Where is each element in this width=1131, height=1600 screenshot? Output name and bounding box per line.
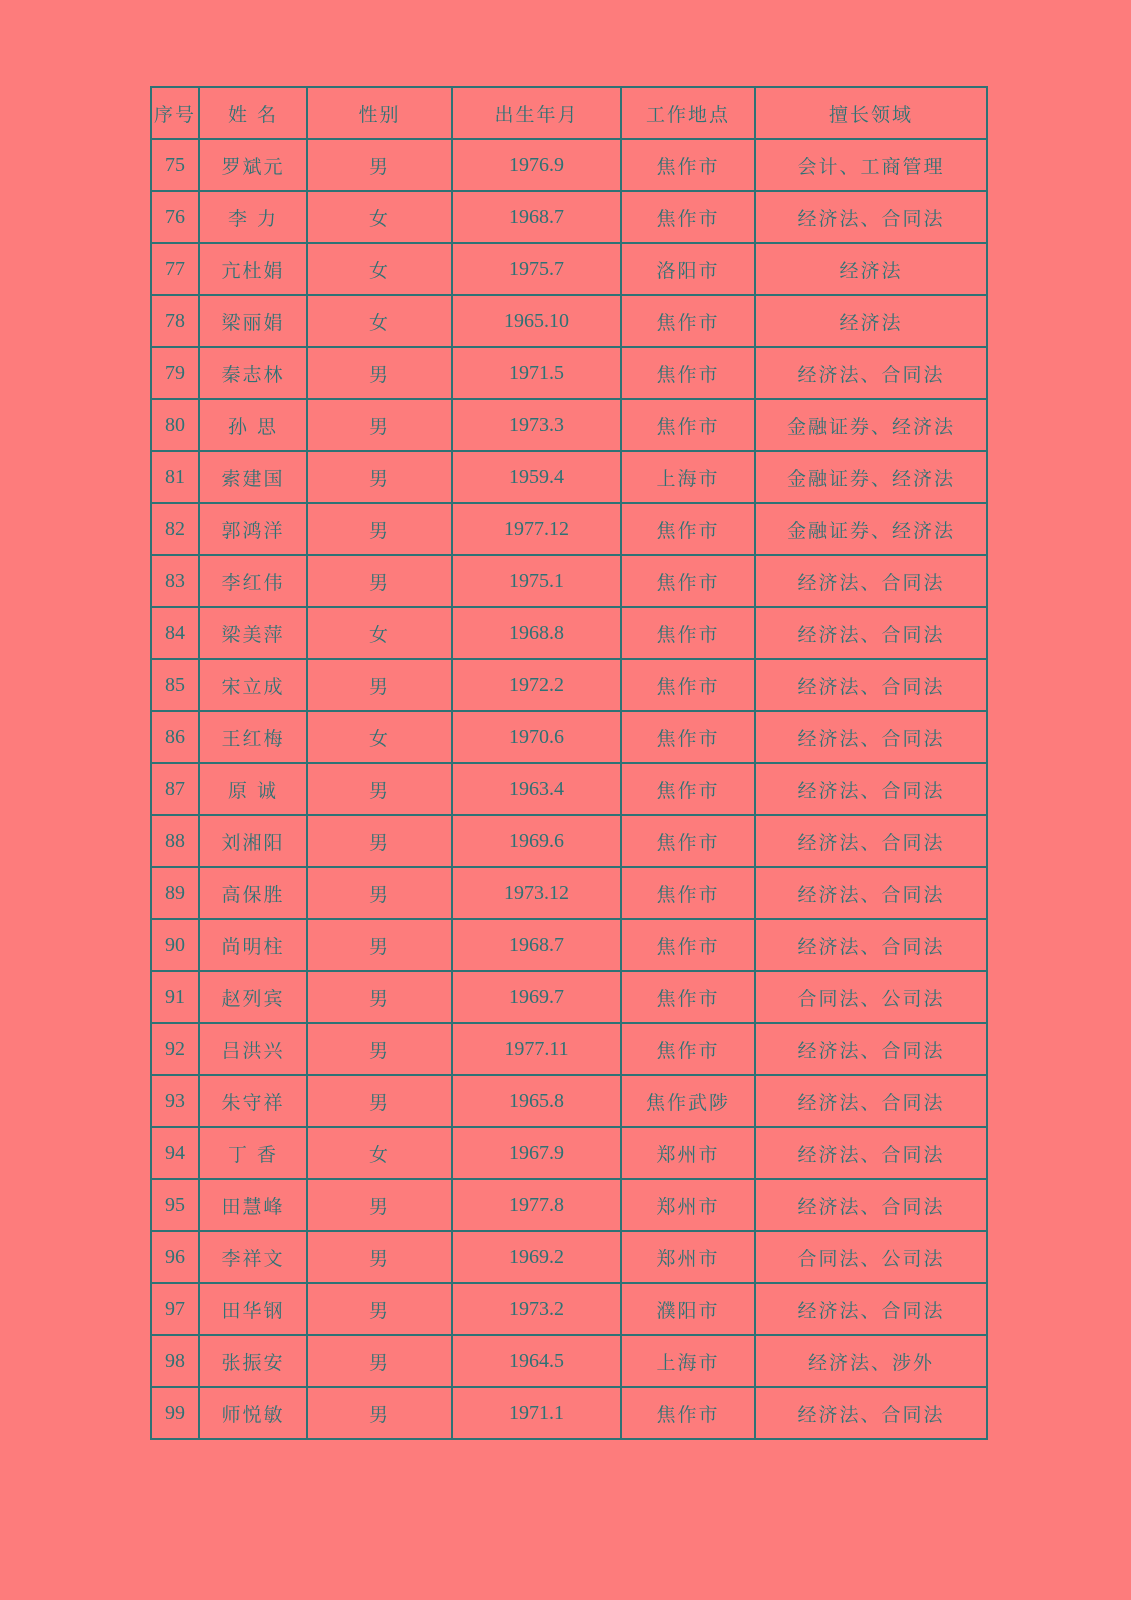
cell-specialty: 金融证券、经济法 — [755, 399, 987, 451]
cell-index: 84 — [151, 607, 199, 659]
cell-specialty: 金融证券、经济法 — [755, 503, 987, 555]
cell-birth: 1975.7 — [452, 243, 621, 295]
cell-location: 焦作市 — [621, 607, 755, 659]
cell-gender: 女 — [307, 711, 452, 763]
cell-location: 郑州市 — [621, 1231, 755, 1283]
cell-name: 高保胜 — [199, 867, 307, 919]
table-row — [151, 243, 987, 295]
table-row — [151, 1127, 987, 1179]
cell-gender: 男 — [307, 919, 452, 971]
lawyer-table — [150, 86, 988, 1440]
cell-location: 上海市 — [621, 451, 755, 503]
table-row — [151, 1179, 987, 1231]
cell-birth: 1973.2 — [452, 1283, 621, 1335]
header-index: 序号 — [151, 87, 199, 139]
cell-gender: 女 — [307, 191, 452, 243]
table-row — [151, 1335, 987, 1387]
table-row — [151, 815, 987, 867]
cell-name: 张振安 — [199, 1335, 307, 1387]
table-row — [151, 503, 987, 555]
table-row — [151, 451, 987, 503]
header-birth: 出生年月 — [452, 87, 621, 139]
cell-index: 99 — [151, 1387, 199, 1439]
cell-index: 90 — [151, 919, 199, 971]
cell-birth: 1969.2 — [452, 1231, 621, 1283]
table-row — [151, 139, 987, 191]
cell-location: 焦作市 — [621, 971, 755, 1023]
cell-name: 刘湘阳 — [199, 815, 307, 867]
cell-birth: 1975.1 — [452, 555, 621, 607]
cell-location: 焦作市 — [621, 659, 755, 711]
cell-specialty: 经济法、合同法 — [755, 555, 987, 607]
table-row — [151, 711, 987, 763]
cell-specialty: 经济法、合同法 — [755, 1075, 987, 1127]
lawyer-table-container — [150, 86, 986, 1440]
cell-gender: 男 — [307, 1283, 452, 1335]
table-header-row — [151, 87, 987, 139]
cell-location: 焦作市 — [621, 399, 755, 451]
cell-location: 郑州市 — [621, 1179, 755, 1231]
cell-birth: 1977.12 — [452, 503, 621, 555]
cell-birth: 1959.4 — [452, 451, 621, 503]
cell-gender: 女 — [307, 243, 452, 295]
cell-specialty: 经济法、合同法 — [755, 1023, 987, 1075]
cell-specialty: 经济法、合同法 — [755, 347, 987, 399]
table-body — [151, 139, 987, 1439]
cell-index: 82 — [151, 503, 199, 555]
cell-location: 焦作市 — [621, 919, 755, 971]
cell-name: 田华钢 — [199, 1283, 307, 1335]
cell-name: 李红伟 — [199, 555, 307, 607]
table-row — [151, 1231, 987, 1283]
cell-location: 焦作市 — [621, 1387, 755, 1439]
cell-birth: 1968.8 — [452, 607, 621, 659]
cell-specialty: 经济法、合同法 — [755, 711, 987, 763]
cell-location: 郑州市 — [621, 1127, 755, 1179]
cell-location: 焦作市 — [621, 1023, 755, 1075]
cell-birth: 1965.8 — [452, 1075, 621, 1127]
cell-name: 宋立成 — [199, 659, 307, 711]
cell-location: 焦作武陟 — [621, 1075, 755, 1127]
cell-specialty: 经济法、合同法 — [755, 607, 987, 659]
cell-index: 78 — [151, 295, 199, 347]
cell-specialty: 经济法、合同法 — [755, 1283, 987, 1335]
cell-gender: 男 — [307, 1335, 452, 1387]
cell-name: 丁 香 — [199, 1127, 307, 1179]
table-row — [151, 1075, 987, 1127]
cell-index: 76 — [151, 191, 199, 243]
cell-index: 88 — [151, 815, 199, 867]
cell-index: 97 — [151, 1283, 199, 1335]
cell-gender: 男 — [307, 1075, 452, 1127]
table-row — [151, 659, 987, 711]
cell-birth: 1968.7 — [452, 919, 621, 971]
cell-location: 焦作市 — [621, 295, 755, 347]
cell-birth: 1970.6 — [452, 711, 621, 763]
cell-index: 87 — [151, 763, 199, 815]
cell-name: 梁美萍 — [199, 607, 307, 659]
table-row — [151, 763, 987, 815]
cell-name: 师悦敏 — [199, 1387, 307, 1439]
cell-location: 焦作市 — [621, 191, 755, 243]
cell-name: 赵列宾 — [199, 971, 307, 1023]
cell-specialty: 经济法、合同法 — [755, 1387, 987, 1439]
cell-birth: 1963.4 — [452, 763, 621, 815]
cell-name: 田慧峰 — [199, 1179, 307, 1231]
cell-index: 83 — [151, 555, 199, 607]
cell-index: 85 — [151, 659, 199, 711]
cell-location: 焦作市 — [621, 503, 755, 555]
cell-index: 94 — [151, 1127, 199, 1179]
cell-birth: 1969.6 — [452, 815, 621, 867]
cell-gender: 男 — [307, 139, 452, 191]
cell-index: 80 — [151, 399, 199, 451]
cell-gender: 男 — [307, 503, 452, 555]
table-row — [151, 295, 987, 347]
cell-name: 原 诚 — [199, 763, 307, 815]
cell-gender: 男 — [307, 451, 452, 503]
cell-specialty: 合同法、公司法 — [755, 1231, 987, 1283]
cell-location: 焦作市 — [621, 815, 755, 867]
cell-index: 95 — [151, 1179, 199, 1231]
cell-index: 93 — [151, 1075, 199, 1127]
cell-name: 罗斌元 — [199, 139, 307, 191]
cell-index: 75 — [151, 139, 199, 191]
cell-name: 郭鸿洋 — [199, 503, 307, 555]
table-row — [151, 971, 987, 1023]
cell-name: 尚明柱 — [199, 919, 307, 971]
table-row — [151, 347, 987, 399]
cell-name: 朱守祥 — [199, 1075, 307, 1127]
table-row — [151, 1283, 987, 1335]
cell-specialty: 经济法、合同法 — [755, 919, 987, 971]
cell-index: 92 — [151, 1023, 199, 1075]
cell-name: 吕洪兴 — [199, 1023, 307, 1075]
header-location: 工作地点 — [621, 87, 755, 139]
cell-gender: 男 — [307, 1023, 452, 1075]
cell-index: 91 — [151, 971, 199, 1023]
cell-specialty: 经济法、合同法 — [755, 867, 987, 919]
cell-index: 79 — [151, 347, 199, 399]
table-row — [151, 191, 987, 243]
table-row — [151, 867, 987, 919]
cell-index: 96 — [151, 1231, 199, 1283]
cell-birth: 1971.1 — [452, 1387, 621, 1439]
cell-specialty: 经济法、合同法 — [755, 1127, 987, 1179]
table-row — [151, 607, 987, 659]
cell-specialty: 经济法 — [755, 243, 987, 295]
cell-gender: 男 — [307, 815, 452, 867]
cell-location: 焦作市 — [621, 347, 755, 399]
cell-gender: 男 — [307, 1231, 452, 1283]
table-row — [151, 555, 987, 607]
table-row — [151, 1387, 987, 1439]
cell-birth: 1973.3 — [452, 399, 621, 451]
cell-gender: 男 — [307, 399, 452, 451]
cell-gender: 女 — [307, 607, 452, 659]
cell-name: 索建国 — [199, 451, 307, 503]
header-gender: 性别 — [307, 87, 452, 139]
cell-birth: 1972.2 — [452, 659, 621, 711]
cell-location: 洛阳市 — [621, 243, 755, 295]
cell-gender: 男 — [307, 659, 452, 711]
cell-gender: 女 — [307, 1127, 452, 1179]
cell-specialty: 经济法、合同法 — [755, 659, 987, 711]
cell-gender: 男 — [307, 867, 452, 919]
cell-specialty: 经济法、合同法 — [755, 815, 987, 867]
cell-gender: 男 — [307, 555, 452, 607]
cell-birth: 1967.9 — [452, 1127, 621, 1179]
cell-index: 77 — [151, 243, 199, 295]
table-row — [151, 399, 987, 451]
cell-location: 焦作市 — [621, 555, 755, 607]
cell-specialty: 经济法、涉外 — [755, 1335, 987, 1387]
cell-birth: 1977.11 — [452, 1023, 621, 1075]
cell-specialty: 会计、工商管理 — [755, 139, 987, 191]
cell-gender: 女 — [307, 295, 452, 347]
cell-birth: 1973.12 — [452, 867, 621, 919]
cell-birth: 1969.7 — [452, 971, 621, 1023]
cell-gender: 男 — [307, 1387, 452, 1439]
cell-specialty: 经济法、合同法 — [755, 1179, 987, 1231]
cell-index: 81 — [151, 451, 199, 503]
cell-location: 上海市 — [621, 1335, 755, 1387]
cell-birth: 1964.5 — [452, 1335, 621, 1387]
cell-index: 89 — [151, 867, 199, 919]
cell-specialty: 金融证券、经济法 — [755, 451, 987, 503]
cell-birth: 1971.5 — [452, 347, 621, 399]
cell-gender: 男 — [307, 347, 452, 399]
cell-gender: 男 — [307, 971, 452, 1023]
cell-gender: 男 — [307, 763, 452, 815]
cell-location: 焦作市 — [621, 763, 755, 815]
cell-birth: 1965.10 — [452, 295, 621, 347]
cell-specialty: 合同法、公司法 — [755, 971, 987, 1023]
header-name: 姓 名 — [199, 87, 307, 139]
cell-location: 焦作市 — [621, 139, 755, 191]
cell-location: 焦作市 — [621, 867, 755, 919]
cell-birth: 1968.7 — [452, 191, 621, 243]
table-row — [151, 1023, 987, 1075]
table-row — [151, 919, 987, 971]
cell-index: 86 — [151, 711, 199, 763]
cell-specialty: 经济法、合同法 — [755, 763, 987, 815]
cell-location: 濮阳市 — [621, 1283, 755, 1335]
cell-specialty: 经济法 — [755, 295, 987, 347]
cell-specialty: 经济法、合同法 — [755, 191, 987, 243]
cell-name: 孙 思 — [199, 399, 307, 451]
cell-birth: 1977.8 — [452, 1179, 621, 1231]
cell-name: 王红梅 — [199, 711, 307, 763]
cell-gender: 男 — [307, 1179, 452, 1231]
cell-name: 秦志林 — [199, 347, 307, 399]
cell-location: 焦作市 — [621, 711, 755, 763]
cell-name: 亢杜娟 — [199, 243, 307, 295]
cell-birth: 1976.9 — [452, 139, 621, 191]
header-specialty: 擅长领域 — [755, 87, 987, 139]
cell-name: 李祥文 — [199, 1231, 307, 1283]
cell-name: 李 力 — [199, 191, 307, 243]
cell-name: 梁丽娟 — [199, 295, 307, 347]
cell-index: 98 — [151, 1335, 199, 1387]
